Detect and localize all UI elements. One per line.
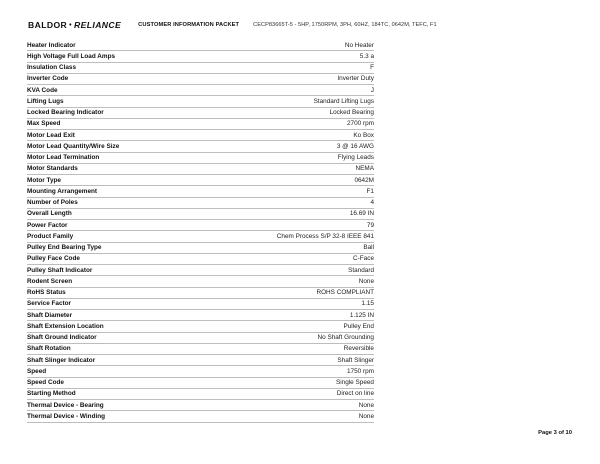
spec-value: Reversible: [343, 345, 374, 353]
spec-row: [27, 51, 374, 62]
spec-table: [27, 40, 374, 423]
spec-row: [27, 276, 374, 287]
spec-row: [27, 63, 374, 74]
spec-label: Speed Code: [27, 379, 64, 387]
spec-label: Starting Method: [27, 390, 76, 398]
spec-row: [27, 198, 374, 209]
spec-label: Overall Length: [27, 210, 72, 218]
spec-value: Direct on line: [336, 390, 374, 398]
spec-label: RoHS Status: [27, 289, 66, 297]
packet-title: CUSTOMER INFORMATION PACKET: [138, 22, 240, 28]
spec-value: 1.125 IN: [349, 311, 374, 319]
spec-row: [27, 355, 374, 366]
spec-row: [27, 175, 374, 186]
spec-value: F: [370, 64, 374, 72]
spec-label: Mounting Arrangement: [27, 187, 98, 195]
spec-row: [27, 153, 374, 164]
spec-value: Flying Leads: [337, 154, 374, 162]
spec-label: Motor Lead Quantity/Wire Size: [27, 142, 120, 150]
spec-label: Motor Lead Exit: [27, 131, 75, 139]
spec-value: Inverter Duty: [337, 75, 374, 83]
spec-value: 1750 rpm: [347, 367, 374, 375]
spec-value: 4: [370, 199, 374, 207]
spec-value: 2700 rpm: [347, 120, 374, 128]
spec-value: Standard: [348, 266, 374, 274]
brand-reliance: RELIANCE: [74, 20, 122, 30]
spec-value: Locked Bearing: [329, 109, 374, 117]
brand-separator: •: [69, 21, 73, 29]
spec-row: [27, 310, 374, 321]
spec-label: Pulley Shaft Indicator: [27, 266, 93, 274]
spec-label: High Voltage Full Load Amps: [27, 52, 116, 60]
spec-row: [27, 96, 374, 107]
spec-label: Shaft Diameter: [27, 311, 73, 319]
spec-row: [27, 85, 374, 96]
spec-label: Lifting Lugs: [27, 97, 64, 105]
spec-value: Chem Process S/P 32-8 IEEE 841: [276, 232, 374, 240]
spec-row: [27, 411, 374, 422]
spec-value: No Heater: [344, 41, 374, 49]
spec-value: F1: [366, 187, 374, 195]
spec-label: Shaft Rotation: [27, 345, 71, 353]
spec-row: [27, 378, 374, 389]
spec-label: Shaft Extension Location: [27, 322, 104, 330]
spec-row: [27, 164, 374, 175]
spec-value: ROHS COMPLIANT: [316, 289, 374, 297]
spec-label: Motor Type: [27, 176, 61, 184]
spec-row: [27, 209, 374, 220]
spec-value: None: [358, 401, 374, 409]
spec-row: [27, 130, 374, 141]
spec-value: None: [358, 277, 374, 285]
spec-label: Heater Indicator: [27, 41, 76, 49]
spec-label: Thermal Device - Winding: [27, 412, 106, 420]
spec-row: [27, 186, 374, 197]
spec-label: Speed: [27, 367, 47, 375]
spec-label: Shaft Slinger Indicator: [27, 356, 96, 364]
spec-label: Locked Bearing Indicator: [27, 109, 104, 117]
spec-label: Inverter Code: [27, 75, 69, 83]
spec-label: Rodent Screen: [27, 277, 73, 285]
spec-value: 16.69 IN: [349, 210, 374, 218]
spec-row: [27, 389, 374, 400]
spec-value: NEMA: [355, 165, 374, 173]
spec-label: Max Speed: [27, 120, 61, 128]
spec-label: Shaft Ground Indicator: [27, 334, 97, 342]
spec-label: Motor Standards: [27, 165, 78, 173]
spec-row: [27, 254, 374, 265]
spec-value: Ball: [363, 244, 374, 252]
spec-value: No Shaft Grounding: [317, 334, 374, 342]
spec-value: Standard Lifting Lugs: [313, 97, 374, 105]
brand-baldor: BALDOR: [28, 20, 68, 30]
spec-label: Pulley End Bearing Type: [27, 244, 102, 252]
spec-value: Ko Box: [353, 131, 374, 139]
spec-row: [27, 243, 374, 254]
spec-row: [27, 321, 374, 332]
spec-row: [27, 108, 374, 119]
brand-logo: [28, 20, 121, 30]
spec-label: Power Factor: [27, 221, 68, 229]
spec-label: Number of Poles: [27, 199, 78, 207]
spec-label: Product Family: [27, 232, 74, 240]
spec-value: J: [370, 86, 374, 94]
spec-value: 3 @ 16 AWG: [336, 142, 374, 150]
spec-value: 5.3 a: [359, 52, 374, 60]
spec-row: [27, 74, 374, 85]
spec-row: [27, 40, 374, 51]
catalog-description: CECP83665T-5 - 5HP, 1750RPM, 3PH, 60HZ, 184TC, 0642M, TEFC, F1: [253, 22, 437, 28]
page-number: Page 3 of 10: [538, 430, 572, 436]
spec-row: [27, 119, 374, 130]
spec-label: Service Factor: [27, 300, 72, 308]
spec-row: [27, 220, 374, 231]
spec-value: 1.15: [361, 300, 374, 308]
spec-value: Pulley End: [343, 322, 374, 330]
spec-row: [27, 333, 374, 344]
spec-row: [27, 400, 374, 411]
spec-label: KVA Code: [27, 86, 58, 94]
spec-value: Shaft Slinger: [337, 356, 374, 364]
spec-row: [27, 265, 374, 276]
spec-label: Motor Lead Termination: [27, 154, 100, 162]
spec-value: Single Speed: [335, 379, 374, 387]
spec-value: 0642M: [354, 176, 374, 184]
spec-row: [27, 299, 374, 310]
spec-row: [27, 366, 374, 377]
spec-value: None: [358, 412, 374, 420]
spec-row: [27, 344, 374, 355]
spec-value: C-Face: [353, 255, 374, 263]
page-header: [28, 19, 590, 31]
spec-row: [27, 288, 374, 299]
spec-row: [27, 231, 374, 242]
spec-label: Pulley Face Code: [27, 255, 80, 263]
spec-row: [27, 141, 374, 152]
spec-value: 79: [366, 221, 374, 229]
spec-label: Insulation Class: [27, 64, 77, 72]
spec-label: Thermal Device - Bearing: [27, 401, 104, 409]
